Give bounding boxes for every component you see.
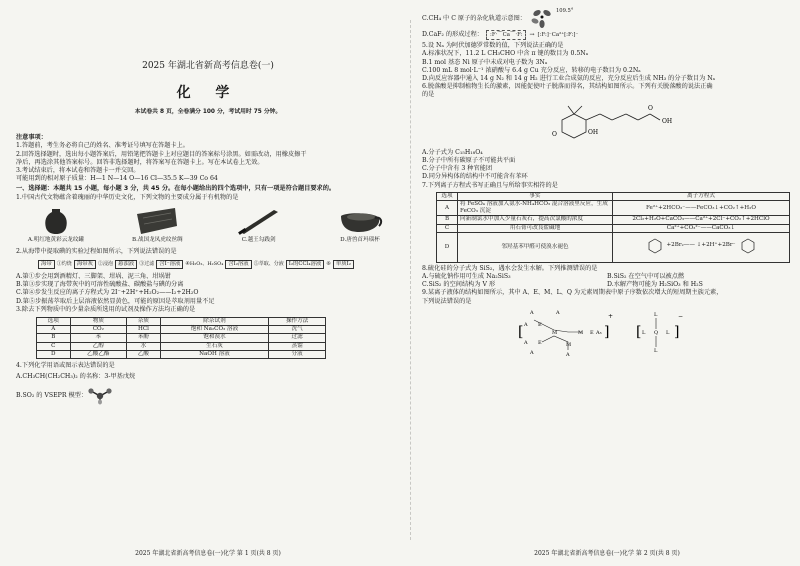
q1-option-a: A.明红地黄彩云龙纹罐 [16,206,96,246]
ionic-liquid-structure [422,306,792,358]
table-row [437,216,790,224]
table-header: 杂质 [127,318,161,326]
atom-label: Q [654,329,659,336]
table-header: 除杂试剂 [160,318,269,326]
table-cell: +2Br₂—— ↓+2H⁺+2Br⁻ [613,232,790,262]
sword-image [234,206,284,236]
q4-option-b: B.SO₂ 的 VSEPR 模型： [16,387,400,405]
table-cell: 2Cl₂+H₂O+CaCO₃——Ca²⁺+2Cl⁻+CO₂↑+2HClO [613,216,790,224]
q5-option-d: D.向反应容器中通入 14 g N₂ 和 14 g H₂ 进行工业合成氨的反应，充分反应后生成 NH₃ 的分子数目为 Nₐ [422,75,716,83]
arrow-icon: → [529,31,535,38]
svg-text:]: ] [604,323,610,340]
silk-image [135,206,179,236]
table-cell: D [437,232,458,262]
table-header: 操作方法 [269,318,326,326]
q6-option-d: D.同分异构体的结构中不可能含有苯环 [422,173,528,181]
q6-option-a: A.分子式为 C₁₅H₁₈O₄ [422,148,483,156]
q3-stem: 3.除去下列物质中的少量杂质所选用的试剂及操作方法均正确的是 [16,305,196,313]
flow-node: 单质I₂ [333,260,354,269]
atom-label: A [530,309,534,316]
atom-label: M [578,329,584,336]
q1-option-d: D.唐兽首玛瑙杯 [320,206,400,246]
subject-heading: 化 学 [176,85,240,101]
atomic-masses: 可能用到的相对原子质量：H—1 N—14 O—16 Cl—35.5 K—39 Co 64 [16,175,218,183]
q6-option-b: B.分子中所有碳原子不可能共平面 [422,157,516,165]
ionic-product: [:F:]⁻Ca²⁺[:F:]⁻ [537,32,579,38]
atom-label: M [552,329,558,336]
table-cell: 生石灰 [160,342,269,350]
table-cell: A [37,326,71,334]
note-item: 3.考试结束后，将本试卷和答题卡一并交回。 [16,167,140,175]
atom-label: O [648,104,653,112]
q8-option-d: D.水解产物可能为 H₂SiO₃ 和 H₂S [607,281,703,289]
table-cell: 邻羟基苯甲醛可使溴水褪色 [458,232,613,262]
table-cell: 过滤 [269,334,326,342]
flow-step: ④H₂O₂、H₂SO₄ [185,261,224,268]
table-cell: 洗气 [269,326,326,334]
table-cell: 饱和溴水 [160,334,269,342]
table-cell: 苯 [70,334,127,342]
atom-label: L [654,311,658,318]
table-cell: 蒸馏 [269,342,326,350]
flow-step: ③过滤 [139,261,155,268]
flow-node: 海带灰 [74,260,96,269]
atom-label: A [530,349,534,356]
atom-label: E [590,329,594,336]
table-header: 选项 [437,192,458,200]
note-item: 1.答题前，考生务必将自己的姓名、准考证号填写在答题卡上。 [16,142,189,150]
table-header: 选项 [37,318,71,326]
q5-stem: 5.设 Nₐ 为阿伏加德罗常数的值，下列说法正确的是 [422,42,564,50]
q1-stem: 1.中国古代文物蕴含着瑰丽的中华历史文化，下列文物的主要成分属于有机物的是 [16,193,239,201]
flow-node: I₂的CCl₄溶液 [286,260,325,269]
q2-option-c: C.第④步发生反应的离子方程式为 2I⁻+2H⁺+H₂O₂——I₂+2H₂O [16,289,199,297]
table-cell: 乙酸 [127,350,161,358]
atom-label: A [524,321,528,328]
benzene-ring-icon [645,236,665,256]
q9-stem-cont: 下列说法错误的是 [422,297,472,305]
table-header-row [37,318,326,326]
table-cell: 水 [127,342,161,350]
agate-cup-image [335,206,385,236]
table-header: 事实 [458,192,613,200]
q6-option-c: C.分子中含有 3 种官能团 [422,165,493,173]
svg-text:[: [ [636,323,642,340]
q4-option-c: C.CH₄ 中 C 原子的杂化轨道示意图： 109.5° [422,8,792,30]
table-row [437,224,790,232]
table-cell: B [437,216,458,224]
table-cell: C [437,224,458,232]
q2-option-d: D.第⑤步振荡萃取后上层溶液依然显黄色，可能的原因是萃取剂用量不足 [16,297,215,305]
table-row [37,326,326,334]
table-cell: NaOH 溶液 [160,350,269,358]
section-heading: 一、选择题：本题共 15 小题，每小题 3 分，共 45 分。在每小题给出的四个选项中，只有一项是符合题目要求的。 [16,185,336,193]
exam-title: 2025 年湖北省新高考信息卷(一) [142,61,274,71]
table-row [437,201,790,216]
q5-option-a: A.标准状况下，11.2 L CH₃CHO 中含 π 键的数目为 0.5Nₐ [422,50,589,58]
atom-label: A [524,339,528,346]
atom-label: M [566,341,572,348]
q8-option-b: B.SiS₂ 在空气中可以被点燃 [607,273,685,281]
table-cell: D [37,350,71,358]
table-header: 离子方程式 [613,192,790,200]
note-item: 净后，再选涂其他答案标号。回答非选择题时，将答案写在答题卡上。写在本试卷上无效。 [16,158,264,166]
atom-label: OH [588,128,599,136]
svg-text:]: ] [674,323,680,340]
flow-node: 含I⁻溶液 [156,260,183,269]
bond-angle-label: 109.5° [555,7,574,14]
flow-step: ⑥ [326,261,331,268]
flow-step: ①灼烧 [56,261,72,268]
table-row [37,342,326,350]
table-cell: 向新制氯水中加入少量石灰石，提高次氯酸的浓度 [458,216,613,224]
table-cell: HCl [127,326,161,334]
q6-stem: 6.脱落酸是抑制植物生长的激素，因能促使叶子脱落而得名，其结构如图所示。下列有关脱落酸的说法正确 [422,83,713,91]
table-cell: 用石膏可改良盐碱地 [458,224,613,232]
table-cell: 乙醇 [70,342,127,350]
page-2 [422,8,792,558]
q5-option-b: B.1 mol 基态 Ni 原子中未成对电子数为 3Nₐ [422,58,548,66]
table-header-row [437,192,790,200]
q4-option-d: D.CaF₂ 的形成过程： :F·⌒Ca⌒·F: → [:F:]⁻Ca²⁺[:F:]⁻ [422,30,792,40]
table-cell: 分液 [269,350,326,358]
q2-option-b: B.第③步实现了海带灰中的可溶性硫酸盐、碳酸盐与碘的分离 [16,281,184,289]
abscisic-acid-structure [422,100,792,146]
q2-stem: 2.从海带中提取碘的实验过程如图所示，下列说法错误的是 [16,247,177,255]
table-cell: Fe²⁺+2HCO₃⁻——FeCO₃↓+CO₂↑+H₂O [613,201,790,216]
q1-images [16,206,400,246]
jar-image [41,206,71,236]
q2-option-a: A.第①步会用到酒精灯、三脚架、坩埚、泥三角、坩埚钳 [16,273,171,281]
atom-label: O [552,130,557,138]
q7-table [436,192,790,263]
svg-text:−: − [678,312,684,320]
table-cell: Ca²⁺+CO₃²⁻——CaCO₃↓ [613,224,790,232]
table-row [37,334,326,342]
table-cell: 将 FeSO₄ 溶液加入氨水-NH₄HCO₃ 混合溶液里反应，生成 FeCO₃ 沉淀 [458,201,613,216]
q8-stem: 8.硫化硅的分子式为 SiS₂，遇水会发生水解。下列推测错误的是 [422,264,598,272]
table-cell: 苯酚 [127,334,161,342]
q4-stem: 4.下列化学用语或图示表达错误的是 [16,362,115,370]
note-item: 2.回答选择题时，选出每小题答案后，用铅笔把答题卡上对应题目的答案标号涂黑。如需改动，用橡皮擦干 [16,150,307,158]
q2-flowchart [38,260,400,269]
flow-node: 悬浊液 [115,260,137,269]
atom-label: L [642,329,646,336]
q4-option-a: A.CH₃CH(CH₂CH₃)₂ 的名称：3-甲基戊烷 [16,373,136,381]
svg-text:+: + [608,312,614,320]
table-cell: A [437,201,458,216]
atom-label: A [566,351,570,358]
table-cell: 饱和 Na₂CO₃ 溶液 [160,326,269,334]
table-cell: 乙酸乙酯 [70,350,127,358]
flow-node: 海带 [38,260,55,269]
q5-option-c: C.100 mL 8 mol·L⁻¹ 浓硝酸与 6.4 g Cu 充分反应，转移的电子数目为 0.2Nₐ [422,66,641,74]
flow-node: 含I₂溶液 [225,260,251,269]
notes-heading: 注意事项： [16,134,47,142]
table-row [437,232,790,262]
table-cell: B [37,334,71,342]
electron-dot-formula: :F·⌒Ca⌒·F: [486,30,526,40]
table-header: 物质 [70,318,127,326]
exam-info: 本试卷共 8 页，全卷满分 100 分，考试用时 75 分钟。 [134,109,282,115]
page-footer: 2025 年湖北省新高考信息卷(一)化学 第 1 页(共 8 页) [135,549,281,557]
page-1 [16,8,400,558]
flow-step: ⑤萃取、分液 [253,261,284,268]
atom-label: A [556,309,560,316]
svg-text:[: [ [518,323,524,340]
page-divider [410,20,411,540]
q7-stem: 7.下列离子方程式书写正确且与所给事实相符的是 [422,181,558,189]
atom-label: E [538,339,542,346]
atom-label: L [654,347,658,354]
q1-option-c: C.越王勾践剑 [219,206,299,246]
q6-stem-cont: 的是 [422,91,435,99]
table-cell: C [37,342,71,350]
atom-label: OH [662,117,673,125]
q9-stem: 9.某离子液体的结构如图所示，其中 A、E、M、L、Q 为元素周期表中原子序数依次增大的短周期主族元素， [422,289,723,297]
q8-option-c: C.SiS₂ 的空间结构为 V 形 [422,281,496,289]
atom-label: L [666,329,670,336]
q3-table [36,317,326,359]
flow-step: ②浸泡 [98,261,114,268]
atom-label: E [538,321,542,328]
page-footer: 2025 年湖北省新高考信息卷(一)化学 第 2 页(共 8 页) [534,549,680,557]
table-row [37,350,326,358]
q1-option-b: B.战国龙凤虎纹丝绸 [117,206,197,246]
atom-label: A₃ [596,329,602,336]
benzene-ring-icon [738,236,758,256]
table-cell: CO₂ [70,326,127,334]
q8-option-a: A.与硫化钠作用可生成 Na₂SiS₃ [422,273,511,281]
vsepr-model-diagram [87,387,113,405]
